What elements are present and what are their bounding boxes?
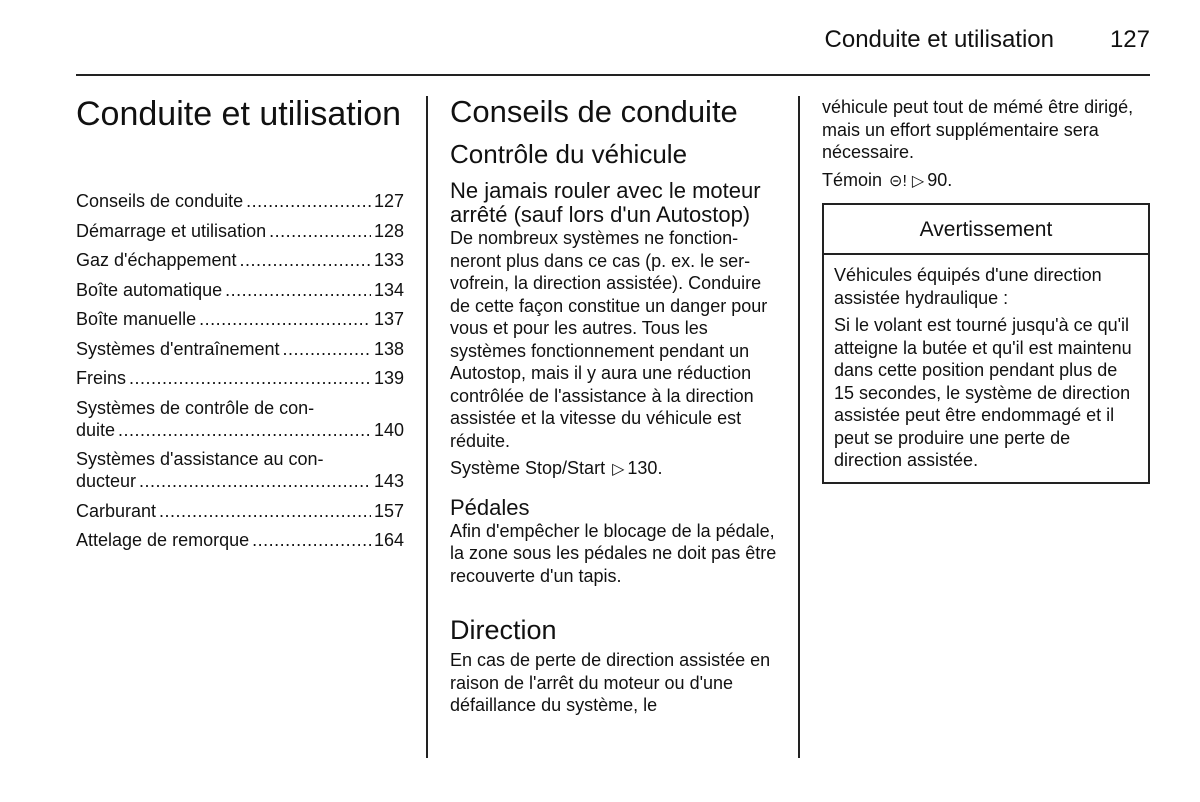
toc-dot-leader <box>129 367 371 389</box>
toc-entry-page: 140 <box>373 419 404 440</box>
direction-text-continued: véhicule peut tout de mémé être dirigé, mais un effort supplémentaire sera nécessaire. <box>822 97 1134 162</box>
toc-entry[interactable] <box>76 308 404 330</box>
subsection-title: Contrôle du véhicule <box>450 139 688 169</box>
engine-off-heading: Ne jamais rouler avec le moteur arrêté (sauf lors d'un Autostop) <box>450 178 761 227</box>
toc-entry[interactable] <box>76 249 404 271</box>
indicator-reference <box>822 169 1150 194</box>
section-title: Conseils de conduite <box>450 94 738 129</box>
toc-entry-page: 134 <box>373 279 404 300</box>
direction-heading: Direction <box>450 615 557 645</box>
column-divider-left <box>426 96 428 758</box>
chapter-title: Conduite et utilisation <box>76 95 402 133</box>
toc-entry-page: 138 <box>373 338 404 359</box>
main-column <box>450 92 780 717</box>
chapter-column <box>76 92 404 559</box>
toc-entry[interactable] <box>76 448 404 492</box>
toc-entry[interactable] <box>76 529 404 551</box>
warning-text-1: Véhicules équipés d'une direction assistée hydraulique : <box>834 265 1102 308</box>
toc-entry-label-line: Systèmes d'assistance au con- <box>76 449 324 469</box>
toc-entry-label: Carburant <box>76 500 157 521</box>
toc-entry-label: Boîte manuelle <box>76 309 197 329</box>
pedals-text: Afin d'empêcher le blocage de la pédale, la zone sous les pédales ne doit pas être recouverte d'un tapis. <box>450 520 777 586</box>
steering-warning-icon: ⊝! <box>889 172 907 190</box>
continuation-column <box>822 96 1150 484</box>
warning-title: Avertissement <box>824 205 1148 255</box>
direction-text: En cas de perte de direction assistée en raison de l'arrêt du moteur ou d'une défaillance du système, le <box>450 650 771 715</box>
toc-dot-leader <box>240 249 371 271</box>
page-number: 127 <box>1109 26 1150 53</box>
reference-page: 90. <box>927 169 953 190</box>
toc-entry-label: Attelage de remorque <box>76 530 250 550</box>
toc-entry[interactable] <box>76 397 404 441</box>
toc-entry-label-line: Systèmes de contrôle de con- <box>76 397 315 418</box>
toc-entry-page: 137 <box>373 309 404 329</box>
toc-dot-leader <box>225 279 371 301</box>
toc-entry-label: Gaz d'échappement <box>76 250 237 270</box>
indicator-label: Témoin <box>822 169 883 190</box>
toc-dot-leader <box>159 500 371 522</box>
running-header-title: Conduite et utilisation <box>824 26 1054 53</box>
toc-entry-page: 127 <box>373 191 404 211</box>
toc-entry[interactable] <box>76 190 404 212</box>
toc-entry-label: Boîte automatique <box>76 279 223 300</box>
toc-entry-label: ducteur <box>76 471 137 491</box>
toc-entry[interactable] <box>76 338 404 360</box>
reference-label: Système Stop/Start <box>450 458 606 478</box>
toc-dot-leader <box>246 190 371 212</box>
toc-entry-label: Systèmes d'entraînement <box>76 338 280 359</box>
toc-entry[interactable] <box>76 500 404 522</box>
toc-entry-page: 128 <box>373 220 404 241</box>
toc-entry-page: 157 <box>373 500 404 521</box>
pedals-heading: Pédales <box>450 494 530 520</box>
toc-dot-leader <box>139 470 371 492</box>
reference-page: 130. <box>627 458 663 478</box>
page-reference-icon: ▷ <box>911 172 925 190</box>
table-of-contents <box>76 190 404 551</box>
toc-dot-leader <box>283 338 371 360</box>
toc-entry-label: duite <box>76 419 116 440</box>
toc-entry[interactable] <box>76 220 404 242</box>
toc-dot-leader <box>252 529 371 551</box>
toc-entry-label: Conseils de conduite <box>76 191 244 211</box>
toc-entry[interactable] <box>76 279 404 301</box>
toc-entry-page: 133 <box>373 250 404 270</box>
toc-dot-leader <box>269 220 371 242</box>
toc-entry-label: Démarrage et utilisation <box>76 220 267 241</box>
warning-text-2: Si le volant est tourné jusqu'à ce qu'il atteigne la butée et qu'il est maintenu dans cette position pendant plus de 15 secondes, le système de direction assistée peut être endommagé et il peut se produire une perte de direction assistée. <box>834 315 1132 470</box>
toc-entry-page: 143 <box>373 471 404 491</box>
toc-entry-page: 139 <box>373 368 404 388</box>
toc-dot-leader <box>118 419 371 441</box>
stop-start-reference <box>450 457 780 482</box>
header-divider <box>76 74 1150 76</box>
page-reference-icon: ▷ <box>612 461 625 478</box>
toc-entry-page: 164 <box>373 530 404 550</box>
column-divider-right <box>798 96 800 758</box>
toc-entry-label: Freins <box>76 368 127 388</box>
warning-body <box>824 255 1148 482</box>
toc-entry[interactable] <box>76 367 404 389</box>
warning-box <box>822 203 1150 484</box>
engine-off-text: De nombreux systèmes ne fonctionneront plus dans ce cas (p. ex. le servofrein, la direction assistée). Conduire de cette façon constitue un danger pour vous et pour les autres. Tous les systèmes fonctionnement pendant un Autostop, mais il y aura une réduction contrôlée de l'assistance à la direction assistée et la vitesse du véhicule est réduite. <box>450 228 768 451</box>
toc-dot-leader <box>199 308 371 330</box>
